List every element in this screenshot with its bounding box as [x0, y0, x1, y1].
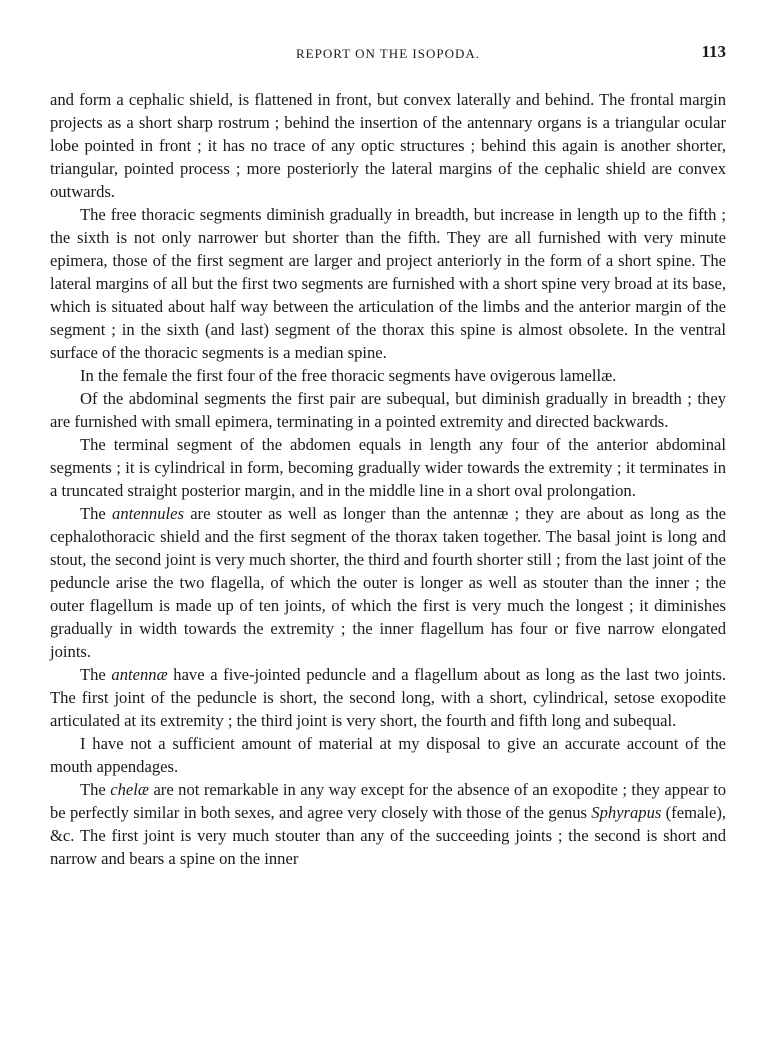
paragraph — [50, 778, 726, 870]
paragraph — [50, 88, 726, 203]
italic-term: chelæ — [110, 780, 149, 799]
italic-term: antennules — [112, 504, 184, 523]
paragraph — [50, 203, 726, 364]
body-text — [50, 88, 726, 870]
text-run: Of the abdominal segments the first pair are subequal, but diminish gradually in breadth ; they are furnished with small epimera, terminating in a pointed extremity and directed backwards. — [50, 389, 726, 431]
page-number: 113 — [701, 42, 726, 61]
book-page — [50, 38, 726, 870]
text-run: The terminal segment of the abdomen equals in length any four of the anterior abdominal segments ; it is cylindrical in form, becoming gradually wider towards the extremity ; it terminates in a truncated straight posterior margin, and in the middle line in a short oval prolongation. — [50, 435, 726, 500]
paragraph — [50, 433, 726, 502]
text-run: and form a cephalic shield, is flattened in front, but convex laterally and behind. The frontal margin projects as a short sharp rostrum ; behind the insertion of the antennary organs is a triangular ocular lobe pointed in front ; it has no trace of any optic structures ; behind this again is another shorter, triangular, pointed process ; more posteriorly the lateral margins of the cephalic shield are convex outwards. — [50, 90, 726, 201]
text-run: are not remarkable in any way except for the absence of an exopodite ; they appear to be perfectly similar in both sexes, and agree very closely with those of the genus — [50, 780, 726, 822]
paragraph — [50, 387, 726, 433]
text-run: have a five-jointed peduncle and a flagellum about as long as the last two joints. The first joint of the peduncle is short, the second long, with a short, cylindrical, setose exopodite articulated at its extremity ; the third joint is very short, the fourth and fifth long and subequal. — [50, 665, 726, 730]
text-run: In the female the first four of the free thoracic segments have ovigerous lamellæ. — [80, 366, 617, 385]
text-run: I have not a sufficient amount of material at my disposal to give an accurate account of the mouth appendages. — [50, 734, 726, 776]
paragraph — [50, 502, 726, 663]
italic-term: antennæ — [111, 665, 168, 684]
text-run: The — [80, 665, 112, 684]
paragraph — [50, 663, 726, 732]
text-run: (female), &c. The first joint is very much stouter than any of the succeeding joints ; the second is short and narrow and bears a spine on the inner — [50, 803, 726, 868]
text-run: The — [80, 780, 111, 799]
paragraph — [50, 732, 726, 778]
italic-term: Sphyrapus — [591, 803, 662, 822]
text-run: are stouter as well as longer than the antennæ ; they are about as long as the cephalothoracic shield and the first segment of the thorax taken together. The basal joint is long and stout, the second joint is very much shorter, the third and fourth shorter still ; from the last joint of the peduncle arise the two flagella, of which the outer is longer as well as stouter than the inner ; the outer flagellum is made up of ten joints, of which the first is very much the longest ; it diminishes gradually in width towards the extremity ; the inner flagellum has four or five narrow elongated joints. — [50, 504, 726, 661]
text-run: The — [80, 504, 113, 523]
text-run: The free thoracic segments diminish gradually in breadth, but increase in length up to the fifth ; the sixth is not only narrower but shorter than the fifth. They are all furnished with very minute epimera, those of the first segment are larger and project anteriorly in the form of a short spine. The lateral margins of all but the first two segments are furnished with a short spine very broad at its base, which is situated about half way between the articulation of the limbs and the anterior margin of the segment ; in the sixth (and last) segment of the thorax this spine is almost obsolete. In the ventral surface of the thoracic segments is a median spine. — [50, 205, 726, 362]
running-title: REPORT ON THE ISOPODA. — [296, 46, 480, 61]
running-head — [50, 38, 726, 68]
paragraph — [50, 364, 726, 387]
